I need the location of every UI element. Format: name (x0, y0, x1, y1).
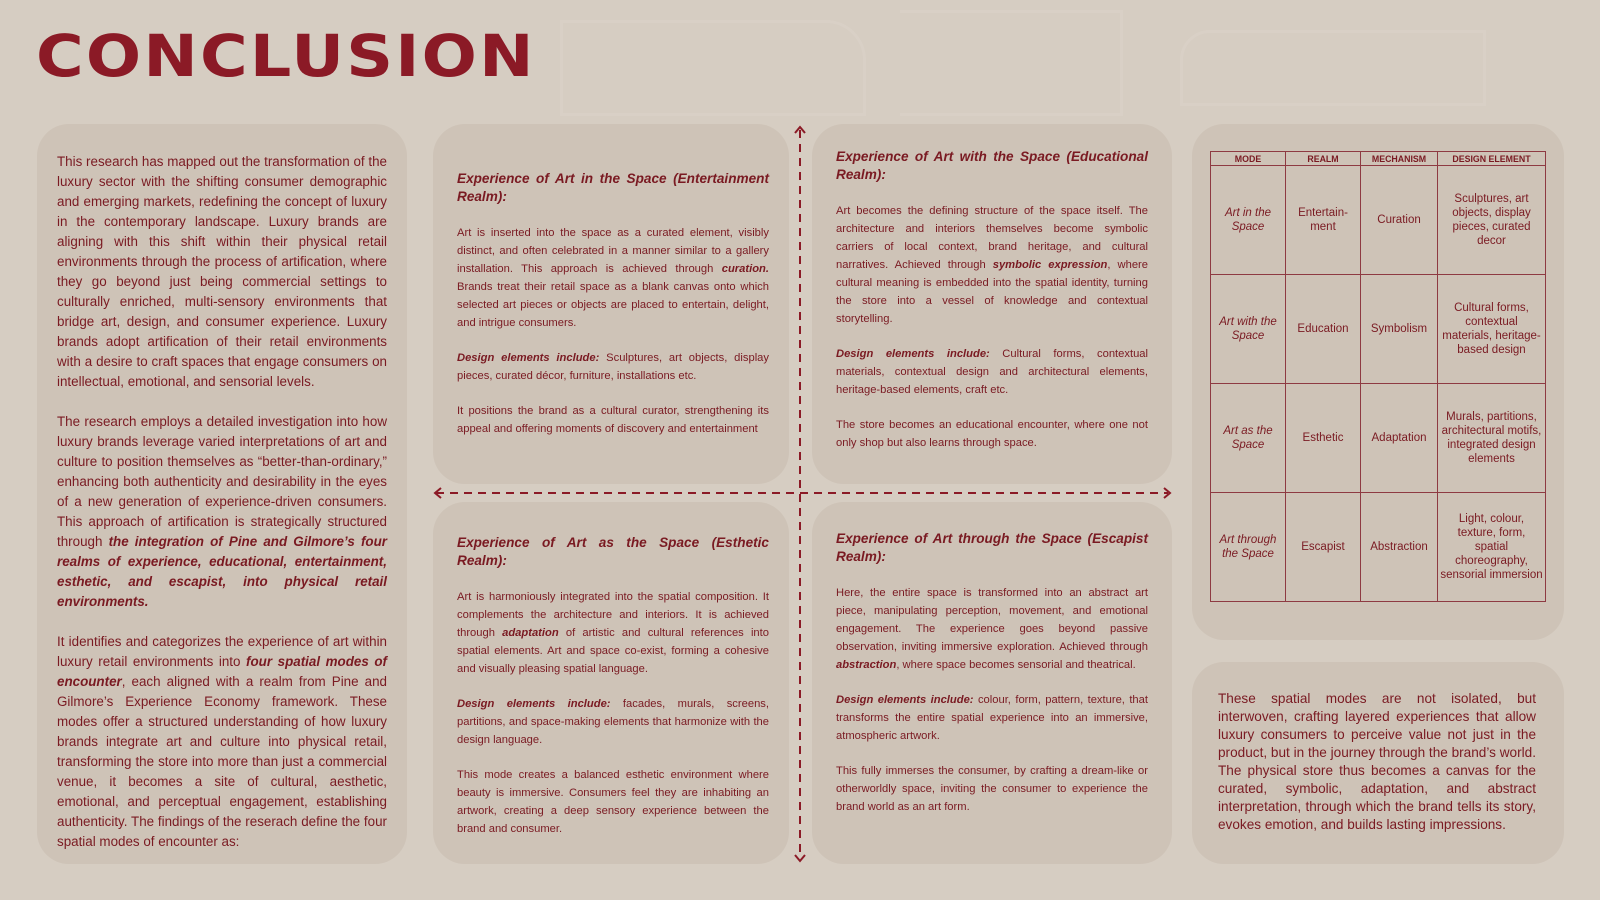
mechanism-keyword: symbolic expression (992, 259, 1108, 271)
intro-paragraph-1: This research has mapped out the transformation of the luxury sector with the shifting consumer demographic and emerging markets, redefining the concept of luxury in the contemporary landscape. Luxury brands are aligning with this shift within their physical retail environments through the process of artification, where they go beyond just being commercial settings to culturally enriched, multi-sensory environments that bridge art, design, and consumer experience. Luxury brands adopt artification of their retail environments with a desire to craft spaces that engage consumers on intellectual, emotional, and sensorial levels. (57, 154, 387, 389)
intro-p2-text: The research employs a detailed investigation into how luxury brands leverage varied interpretations of art and culture to position themselves as “better-than-ordinary,” enhancing both authenticity and desirability in the eyes of a new generation of experience-driven consumers. This approach of artification is strategically structured through (57, 414, 387, 549)
quadrant-heading: Experience of Art with the Space (Educational Realm): (836, 149, 1148, 182)
quadrant-design-elements (457, 695, 769, 749)
intro-paragraph-3 (57, 632, 387, 852)
table-row (1211, 493, 1546, 602)
mode-cell: Art with the Space (1211, 275, 1286, 384)
design-elements-lead: Design elements include: (836, 694, 974, 706)
mode-cell: Art through the Space (1211, 493, 1286, 602)
background-pattern (560, 20, 866, 116)
quadrant-heading: Experience of Art through the Space (Escapist Realm): (836, 531, 1148, 564)
description-text: Art is inserted into the space as a curated element, visibly distinct, and often celebrated in a manner similar to a gallery installation. This approach is achieved through (457, 227, 769, 275)
design-elements-lead: Design elements include: (457, 352, 600, 364)
mechanism-cell: Curation (1361, 166, 1438, 275)
intro-paragraph-2 (57, 412, 387, 612)
quadrant-closing: This fully immerses the consumer, by crafting a dream-like or otherworldly space, inviting the consumer to experience the brand world as an art form. (836, 765, 1148, 813)
mechanism-keyword: curation. (721, 263, 769, 275)
table-row (1211, 166, 1546, 275)
quadrant-design-elements (836, 345, 1148, 399)
intro-p3-text: It identifies and categorizes the experience of art within luxury retail environments into (57, 634, 387, 669)
summary-card (1192, 662, 1564, 864)
quadrant-description (457, 224, 769, 332)
quadrant-heading: Experience of Art in the Space (Entertainment Realm): (457, 171, 769, 204)
mode-cell: Art as the Space (1211, 384, 1286, 493)
column-header-mechanism: MECHANISM (1361, 152, 1438, 166)
quadrant-design-elements (836, 691, 1148, 745)
design-element-cell: Light, colour, texture, form, spatial choreography, sensorial immersion (1438, 493, 1546, 602)
quadrant-description (836, 584, 1148, 674)
design-element-cell: Murals, partitions, architectural motifs, integrated design elements (1438, 384, 1546, 493)
design-elements-lead: Design elements include: (457, 698, 611, 710)
mechanism-cell: Symbolism (1361, 275, 1438, 384)
quadrant-educational (812, 124, 1172, 484)
modes-table (1210, 151, 1546, 602)
description-text-end: , where cultural meaning is embedded into the spatial identity, turning the store into a vessel of knowledge and contextual storytelling. (836, 259, 1148, 325)
page-title: CONCLUSION (36, 22, 536, 90)
table-row (1211, 275, 1546, 384)
quadrant-closing: It positions the brand as a cultural curator, strengthening its appeal and offering moments of discovery and entertainment (457, 405, 769, 435)
column-header-realm: REALM (1286, 152, 1361, 166)
mechanism-keyword: adaptation (502, 627, 559, 639)
description-text-end: Brands treat their retail space as a blank canvas onto which selected art pieces or objects are placed to entertain, delight, and intrigue consumers. (457, 281, 769, 329)
intro-p3-text-end: , each aligned with a realm from Pine and Gilmore’s Experience Economy framework. These modes offer a structured understanding of how luxury brands integrate art and culture into physical retail, transforming the store into more than just a commercial venue, it becomes a site of cultural, aesthetic, emotional, and perceptual engagement, establishing authenticity. The findings of the reserach define the four spatial modes of encounter as: (57, 674, 387, 849)
realm-cell: Esthetic (1286, 384, 1361, 493)
design-elements-text: Sculptures, art objects, display pieces, curated décor, furniture, installations etc. (457, 352, 769, 382)
mechanism-keyword: abstraction (836, 659, 897, 671)
arrow-up-icon (795, 127, 805, 133)
modes-table-card (1192, 124, 1564, 640)
description-text-end: of artistic and cultural references into spatial elements. Art and space co-exist, forming a cohesive and visually pleasing spatial language. (457, 627, 769, 675)
mode-cell: Art in the Space (1211, 166, 1286, 275)
quadrant-closing: This mode creates a balanced esthetic environment where beauty is immersive. Consumers feel they are inhabiting an artwork, creating a deep sensory experience between the brand and consumer. (457, 769, 769, 835)
intro-card (37, 124, 407, 864)
mechanism-cell: Abstraction (1361, 493, 1438, 602)
quadrant-entertainment (433, 124, 789, 484)
summary-paragraph: These spatial modes are not isolated, but interwoven, crafting layered experiences that allow luxury consumers to perceive value not just in the product, but in the journey through the brand’s world. The physical store thus becomes a canvas for the curated, symbolic, adaptation, and abstract interpretation, through which the brand tells its story, evokes emotion, and builds lasting impressions. (1218, 691, 1536, 832)
realm-cell: Entertain-ment (1286, 166, 1361, 275)
description-text-end: , where space becomes sensorial and theatrical. (896, 659, 1136, 671)
background-pattern (1180, 30, 1486, 106)
mechanism-cell: Adaptation (1361, 384, 1438, 493)
column-header-mode: MODE (1211, 152, 1286, 166)
background-pattern (900, 10, 1123, 116)
intro-p3-emphasis: four spatial modes of encounter (57, 654, 387, 689)
realm-cell: Escapist (1286, 493, 1361, 602)
quadrant-heading: Experience of Art as the Space (Esthetic Realm): (457, 535, 769, 568)
column-header-design-element: DESIGN ELEMENT (1438, 152, 1546, 166)
design-element-cell: Cultural forms, contextual materials, heritage-based design (1438, 275, 1546, 384)
quadrant-closing: The store becomes an educational encounter, where one not only shop but also learns through space. (836, 419, 1148, 449)
arrow-down-icon (795, 855, 805, 861)
description-text: Here, the entire space is transformed into an abstract art piece, manipulating perception, movement, and emotional engagement. The experience goes beyond passive observation, inviting immersive exploration. Achieved through (836, 587, 1148, 653)
table-header-row (1211, 152, 1546, 166)
quadrant-description (836, 202, 1148, 328)
table-row (1211, 384, 1546, 493)
description-text: Art becomes the defining structure of the space itself. The architecture and interiors themselves become symbolic carriers of local context, brand heritage, and cultural narratives. Achieved through (836, 205, 1148, 271)
design-element-cell: Sculptures, art objects, display pieces, curated decor (1438, 166, 1546, 275)
design-elements-text: Cultural forms, contextual materials, contextual design and architectural elements, heritage-based elements, craft etc. (836, 348, 1149, 396)
quadrant-esthetic (433, 502, 789, 864)
intro-p2-emphasis: the integration of Pine and Gilmore’s four realms of experience, educational, entertainment, esthetic, and escapist, into physical retail environments. (57, 534, 387, 609)
design-elements-text: facades, murals, screens, partitions, and space-making elements that harmonize with the design language. (457, 698, 769, 746)
realm-cell: Education (1286, 275, 1361, 384)
arrow-right-icon (1164, 488, 1170, 498)
quadrant-description (457, 588, 769, 678)
quadrant-escapist (812, 502, 1172, 864)
design-elements-lead: Design elements include: (836, 348, 990, 360)
design-elements-text: colour, form, pattern, texture, that transforms the entire spatial experience into an immersive, atmospheric artwork. (836, 694, 1148, 742)
description-text: Art is harmoniously integrated into the spatial composition. It complements the architecture and interiors. It is achieved through (457, 591, 769, 639)
arrow-left-icon (435, 488, 441, 498)
quadrant-design-elements (457, 349, 769, 385)
